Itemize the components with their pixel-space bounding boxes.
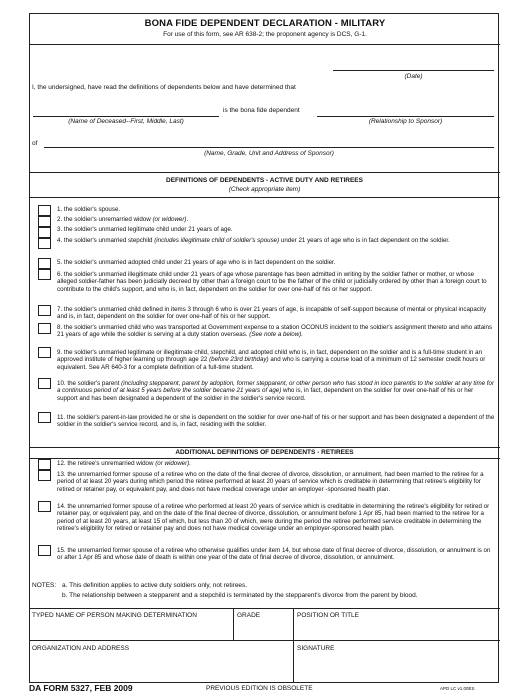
form-subtitle: For use of this form, see AR 638-2; the proponent agency is DCS, G-1.	[163, 31, 367, 38]
checkbox-item-7[interactable]	[38, 305, 51, 316]
divider	[29, 172, 500, 173]
deceased-name-field[interactable]	[33, 116, 219, 117]
checkbox-item-14[interactable]	[38, 501, 51, 512]
organization-field[interactable]	[32, 655, 290, 681]
checkbox-item-6[interactable]	[38, 269, 51, 280]
definition-item-6: 6. the soldier's unmarried illegitimate child under 21 years of age whose parentage has been admitted in writing by the soldier father or mother, or whose alleged soldier-father has been judicially decreed by other than a foreign court to be the father of the child or judicially ordered by other than a foreign court to contribute to the child's support, and who is, in fact, dependent on the soldier for over one-half of his or her support.	[57, 271, 487, 293]
organization-label: ORGANIZATION AND ADDRESS	[32, 645, 130, 652]
checkbox-item-11[interactable]	[38, 412, 51, 423]
definition-item-2: 2. the soldier's unremarried widow (or widower).	[57, 216, 189, 223]
checkbox-item-8[interactable]	[38, 323, 51, 334]
intro-text: I, the undersigned, have read the definitions of dependents below and have determined that	[32, 84, 296, 91]
note-a: a. This definition applies to active duty soldiers only, not retirees.	[62, 582, 248, 589]
definition-item-8: 8. the soldier's unmarried child who was transported at Government expense to a station OCONUS incident to the soldier's assignment thereto and who attains 21 years of age while the soldier is serving at a duty station overseas. (See note a below).	[57, 324, 493, 339]
sponsor-label: (Name, Grade, Unit and Address of Sponsor)	[204, 150, 334, 157]
divider	[29, 608, 500, 609]
checkbox-item-1[interactable]	[38, 205, 51, 216]
checkbox-item-10[interactable]	[38, 378, 51, 389]
definition-item-11: 11. the soldier's parent-in-law provided he or she is dependent on the soldier for over one-half of his or her support and has been designated a dependent of the soldier in the soldier's service record, and is, in fact, residing with the soldier.	[57, 414, 495, 429]
position-label: POSITION OR TITLE	[297, 612, 360, 619]
checkbox-item-5[interactable]	[38, 258, 51, 269]
definition-item-12: 12. the retiree's unremarried widow (or widower).	[57, 460, 191, 467]
position-field[interactable]	[296, 622, 496, 638]
checkbox-item-2[interactable]	[38, 216, 51, 227]
checkbox-item-15[interactable]	[38, 545, 51, 556]
note-b: b. The relationship between a stepparent and a stepchild is terminated by the stepparent's divorce from the parent by blood.	[62, 592, 418, 599]
checkbox-item-12[interactable]	[38, 459, 51, 470]
definition-item-14: 14. the unremarried former spouse of a retiree who performed at least 20 years of service which is creditable in determining the retiree's eligibility for retired or retainer pay, or equivalent pay, and on the date of the final decree of divorce, dissolution, or annulment before 1 Apr 85, had been married to the retiree for a period of at least 20 years, at least 15 of which, but less than 20 of which, were during the period the retiree performed service creditable in determining the retiree's eligibility for retired or retainer pay and does not have medical coverage under an employer-sponsored health plan.	[57, 503, 490, 532]
notes-label: NOTES:	[32, 582, 57, 589]
definition-item-3: 3. the soldier's unmarried legitimate child under 21 years of age.	[57, 226, 233, 233]
divider	[29, 640, 500, 641]
relationship-field[interactable]	[317, 116, 494, 117]
sponsor-field[interactable]	[44, 147, 494, 148]
definition-item-10: 10. the soldier's parent (including stepparent, parent by adoption, former stepparent, or other person who has stood in loco parentis to the soldier at any time for a continuous period of at least 5 years before the soldier became 21 years of age) who is, in fact, dependent on the soldier for over one-half of his or her support and has been designated a dependent of the soldier in the soldier's service record.	[57, 380, 495, 402]
signature-field[interactable]	[296, 655, 496, 681]
section1-subtitle: (Check appropriate item)	[228, 186, 301, 193]
checkbox-item-4[interactable]	[38, 238, 51, 249]
typed-name-label: TYPED NAME OF PERSON MAKING DETERMINATION	[32, 612, 197, 619]
divider	[29, 458, 500, 459]
checkbox-item-9[interactable]	[38, 347, 51, 358]
divider	[293, 608, 294, 682]
date-field[interactable]	[333, 70, 494, 71]
divider	[29, 197, 500, 198]
definition-item-4: 4. the soldier's unmarried stepchild (includes illegitimate child of soldier's spouse) under 21 years of age who is in fact dependent on the soldier.	[57, 237, 450, 244]
version-label: APD LC v1.00ES	[440, 686, 475, 691]
section1-title: DEFINITIONS OF DEPENDENTS - ACTIVE DUTY AND RETIREES	[166, 177, 363, 184]
typed-name-field[interactable]	[32, 622, 230, 638]
grade-label: GRADE	[237, 612, 261, 619]
deceased-label: (Name of Deceased--First, Middle, Last)	[68, 118, 184, 125]
divider	[29, 447, 500, 448]
definition-item-5: 5. the soldier's unmarried adopted child under 21 years of age who is in fact dependent on the soldier.	[57, 259, 336, 266]
signature-label: SIGNATURE	[297, 645, 335, 652]
checkbox-item-13[interactable]	[38, 470, 51, 481]
divider	[233, 608, 234, 640]
definition-item-1: 1. the soldier's spouse.	[57, 206, 121, 213]
form-title: BONA FIDE DEPENDENT DECLARATION - MILITARY	[144, 18, 386, 29]
definition-item-9: 9. the soldier's unmarried legitimate or illegitimate child, stepchild, and adopted child who is, in fact, dependent on the soldier and is a full-time student in an approved institute of higher learning up through age 22 (before 23rd birthday) and who is carrying a course load of a minimum of 12 semester credit hours or equivalent. See AR 640-3 for a complete definition of a full-time student.	[57, 349, 486, 371]
section2-title: ADDITIONAL DEFINITIONS OF DEPENDENTS - RETIREES	[175, 449, 354, 456]
of-label: of	[32, 140, 38, 147]
grade-field[interactable]	[236, 622, 291, 638]
divider	[29, 44, 500, 45]
definition-item-15: 15. the unremarried former spouse of a retiree who otherwise qualifies under item 14, but whose date of final decree of divorce, dissolution, or annulment is on or after 1 Apr 85 and whose date of death is within one year of the date of final decree of divorce, dissolution, or annulment.	[57, 547, 491, 562]
checkbox-item-3[interactable]	[38, 227, 51, 238]
bona-fide-text: is the bona fide dependent	[223, 107, 300, 114]
form-number: DA FORM 5327, FEB 2009	[29, 683, 133, 693]
date-label: (Date)	[404, 73, 423, 80]
relationship-label: (Relationship to Sponsor)	[368, 118, 443, 125]
definition-item-7: 7. the soldier's unmarried child defined in items 3 through 6 who is over 21 years of age, is incapable of self-support because of mental or physical incapacity and is, in fact, dependent on the soldier for over one-half of his or her support.	[57, 306, 487, 321]
definition-item-13: 13. the unremarried former spouse of a retiree who on the date of the final decree of divorce, dissolution, or annulment, had been married to the retiree for a period of at least 20 years during which period the retiree performed at least 20 years of service which is creditable in determining that retiree's eligibility for retired or retainer pay, or equivalent pay, and does not have medical coverage under an employer -sponsored health plan.	[57, 471, 484, 493]
previous-edition: PREVIOUS EDITION IS OBSOLETE	[206, 685, 313, 692]
